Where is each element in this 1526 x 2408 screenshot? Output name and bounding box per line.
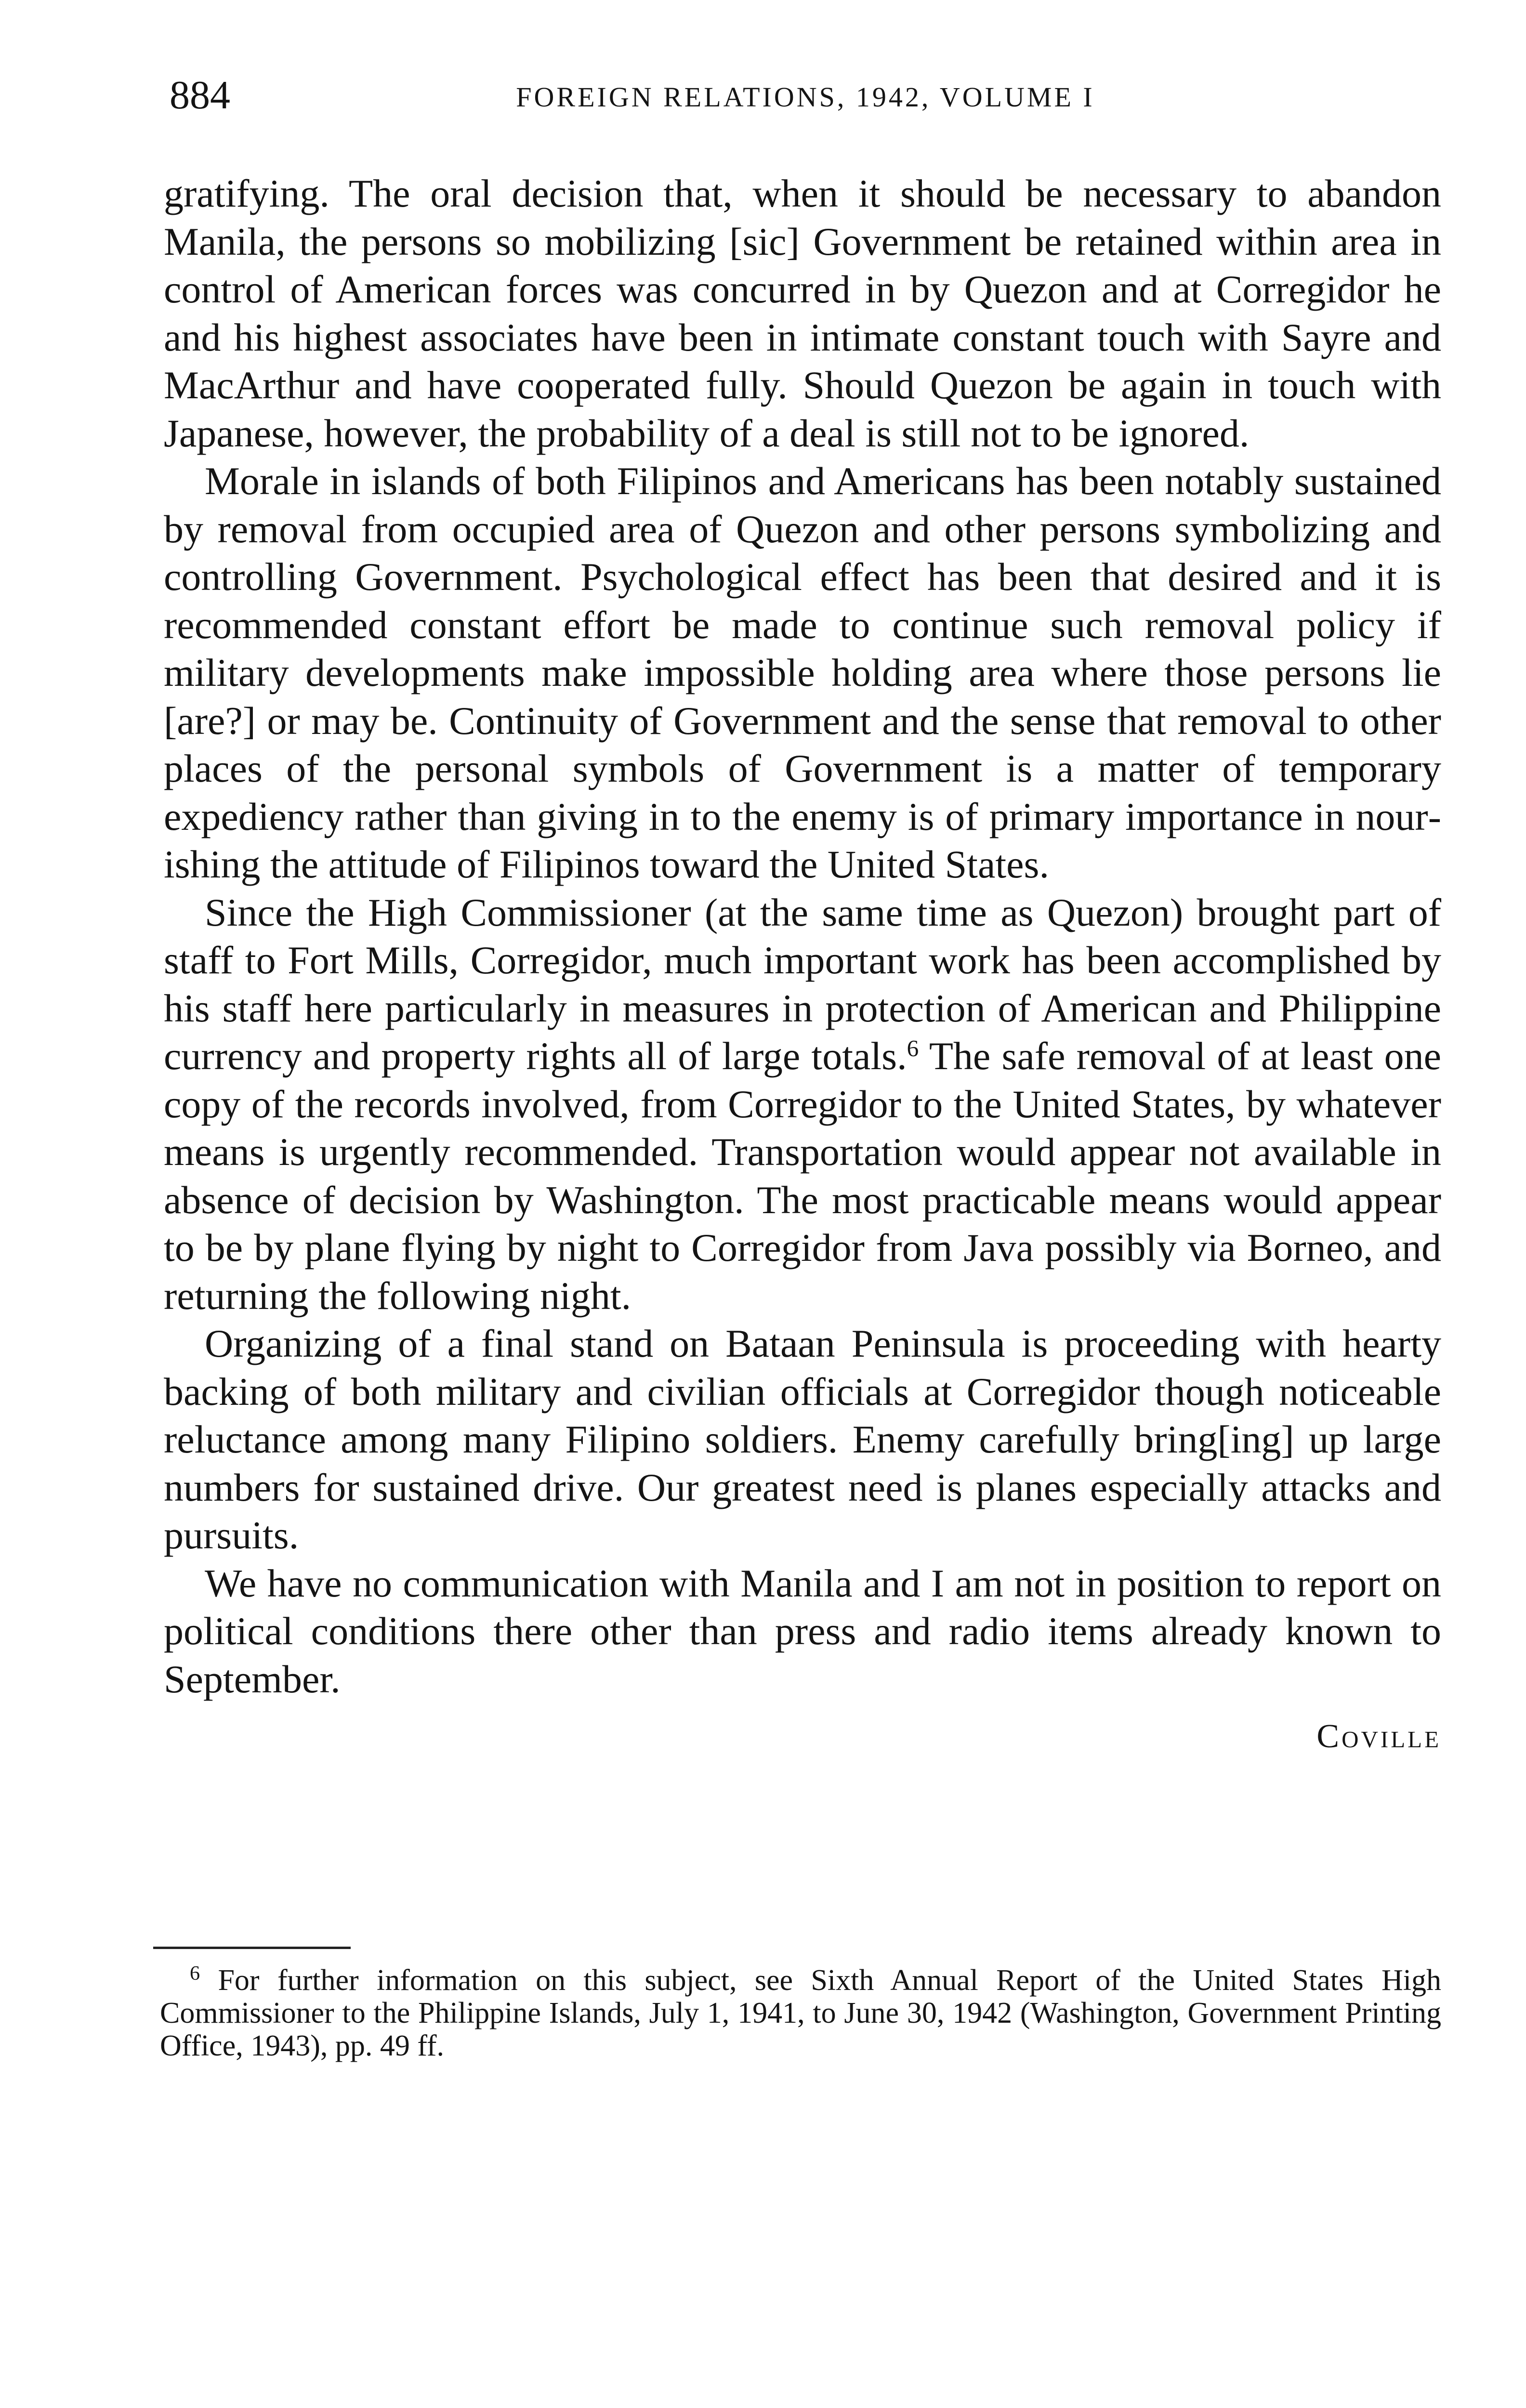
paragraph-3: [164, 889, 1441, 1320]
footnote-mark: 6: [190, 1962, 200, 1985]
paragraph-1: gratifying. The oral decision that, when it should be necessary to abandon Manila, the persons so mobilizing [sic] Government be retained within area in control of American forces was concurred in by Quezon and at Corregidor he and his highest associates have been in intimate constant touch with Sayre and MacArthur and have cooperated fully. Should Quezon be again in touch with Japanese, however, the probability of a deal is still not to be ignored.: [164, 171, 1441, 455]
paragraph-3-part-2: The safe removal of at least one copy of the records involved, from Corregidor to the United States, by whatever means is urgently recommended. Transportation would appear not available in absence of decision by Washington. The most practicable means would appear to be by plane flying by night to Corregidor from Java possibly via Borneo, and returning the following night.: [164, 1034, 1441, 1318]
footnote-text: For further information on this subject, see Sixth Annual Report of the United States High Commissioner to the Philippine Islands, July 1, 1941, to June 30, 1942 (Washington, Government Printing Office, 1943), pp. 49 ff.: [160, 1964, 1441, 2062]
signature: [164, 1713, 1441, 1761]
paragraph-2: Morale in islands of both Filipinos and Americans has been notably sustained by removal from occupied area of Quezon and other persons symbolizing and controlling Government. Psychological effect has been that desired and it is recommended constant effort be made to continue such removal policy if military developments make impossible holding area where those persons lie [are?] or may be. Continuity of Government and the sense that removal to other places of the personal symbols of Government is a matter of temporary expediency rather than giving in to the enemy is of primary importance in nourishing the attitude of Filipinos toward the United States.: [164, 459, 1441, 886]
paragraph-5: We have no communication with Manila and I am not in position to report on political conditions there other than press and radio items already known to September.: [164, 1561, 1441, 1701]
footnote-rule: [153, 1947, 351, 1949]
page-number: 884: [170, 73, 230, 118]
signature-name: Coville: [1316, 1718, 1441, 1755]
body-text: [164, 170, 1441, 1761]
running-title: FOREIGN RELATIONS, 1942, VOLUME I: [516, 81, 1095, 113]
running-header: [170, 71, 1441, 129]
paragraph-3-part-1: Since the High Commissioner (at the same time as Quezon) brought part of staff to Fort Mills, Corregidor, much important work has been accomplished by his staff here particularly in measures in protection of American and Philippine currency and property rights all of large totals.: [164, 890, 1441, 1078]
footnote: [160, 1964, 1441, 2062]
paragraph-4: Organizing of a final stand on Bataan Peninsula is proceeding with hearty backing of both military and civilian officials at Corregidor though noticeable reluctance among many Filipino soldiers. Enemy carefully bring[ing] up large numbers for sustained drive. Our greatest need is planes especially attacks and pursuits.: [164, 1322, 1441, 1557]
footnote-reference: 6: [907, 1034, 919, 1061]
